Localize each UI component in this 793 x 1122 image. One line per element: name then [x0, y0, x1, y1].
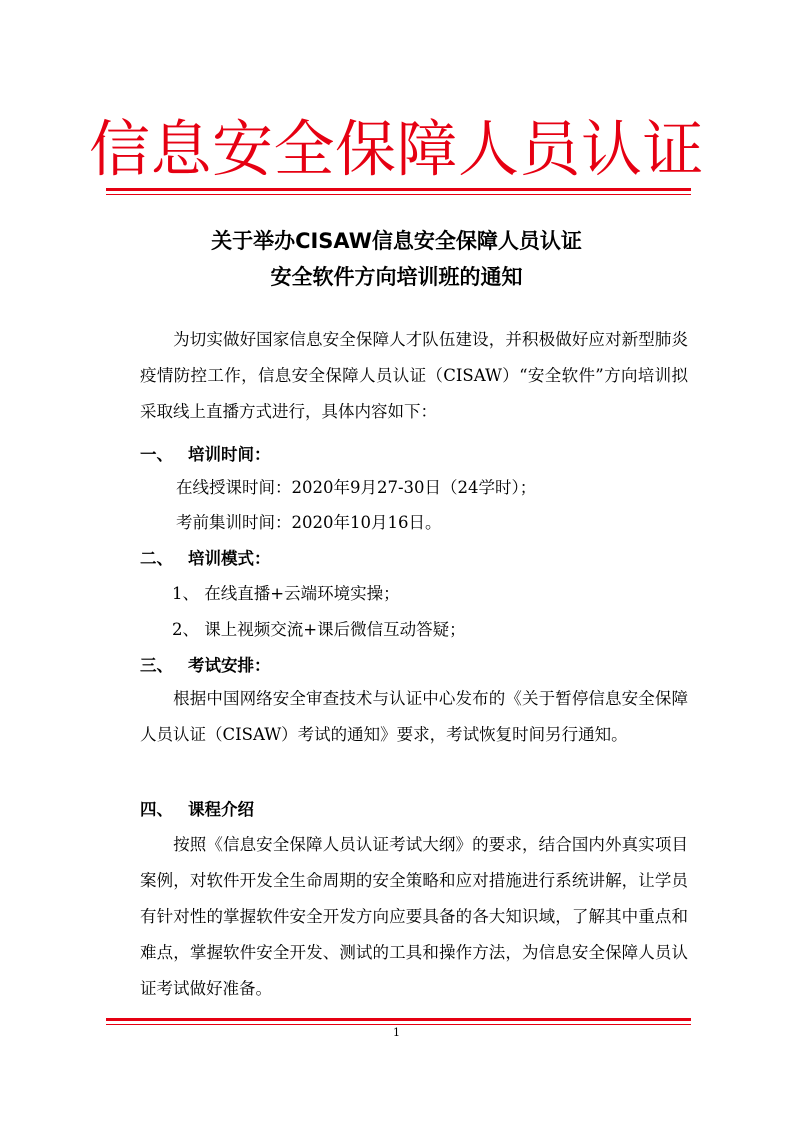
header-rule-thin	[106, 194, 691, 195]
document-title-line-2: 安全软件方向培训班的通知	[270, 265, 523, 289]
section-title: 课程介绍	[188, 800, 254, 819]
exam-arrangement-paragraph	[140, 681, 688, 753]
section-number: 一、	[140, 445, 173, 464]
training-mode-item-2: 2、 课上视频交流+课后微信互动答疑；	[172, 620, 466, 639]
training-mode-item-1: 1、 在线直播+云端环境实操；	[172, 584, 400, 603]
section-title: 考试安排：	[188, 656, 271, 675]
intro-text: 为切实做好国家信息安全保障人才队伍建设，并积极做好应对新型肺炎疫情防控工作，信息安全保障人员认证（CISAW）“安全软件”方向培训拟采取线上直播方式进行，具体内容如下：	[140, 330, 688, 421]
section-heading-2	[140, 549, 271, 569]
section-title: 培训模式：	[188, 549, 271, 568]
course-intro-paragraph	[140, 827, 688, 1007]
section-number: 四、	[140, 800, 173, 819]
training-time-exam-prep: 考前集训时间：2020年10月16日。	[176, 513, 442, 532]
document-title-line-1: 关于举办CISAW信息安全保障人员认证	[211, 229, 582, 253]
intro-paragraph	[140, 322, 688, 430]
section-heading-1	[140, 445, 271, 465]
section-number: 三、	[140, 656, 173, 675]
section-title: 培训时间：	[188, 445, 271, 464]
training-time-online: 在线授课时间：2020年9月27-30日（24学时）；	[176, 478, 537, 497]
header-rule-thick	[106, 188, 691, 191]
header-title: 信息安全保障人员认证	[88, 114, 704, 185]
page-number: 1	[393, 1026, 400, 1039]
footer-rule-thin	[106, 1024, 691, 1025]
exam-arrangement-text: 根据中国网络安全审查技术与认证中心发布的《关于暂停信息安全保障人员认证（CISAW）考试的通知》要求，考试恢复时间另行通知。	[140, 689, 688, 744]
section-heading-4	[140, 800, 254, 820]
footer-rule-thick	[106, 1018, 691, 1021]
section-heading-3	[140, 656, 271, 676]
section-number: 二、	[140, 549, 173, 568]
course-intro-text: 按照《信息安全保障人员认证考试大纲》的要求，结合国内外真实项目案例，对软件开发全生命周期的安全策略和应对措施进行系统讲解，让学员有针对性的掌握软件安全开发方向应要具备的各大知识域，了解其中重点和难点，掌握软件安全开发、测试的工具和操作方法，为信息安全保障人员认证考试做好准备。	[140, 835, 688, 998]
